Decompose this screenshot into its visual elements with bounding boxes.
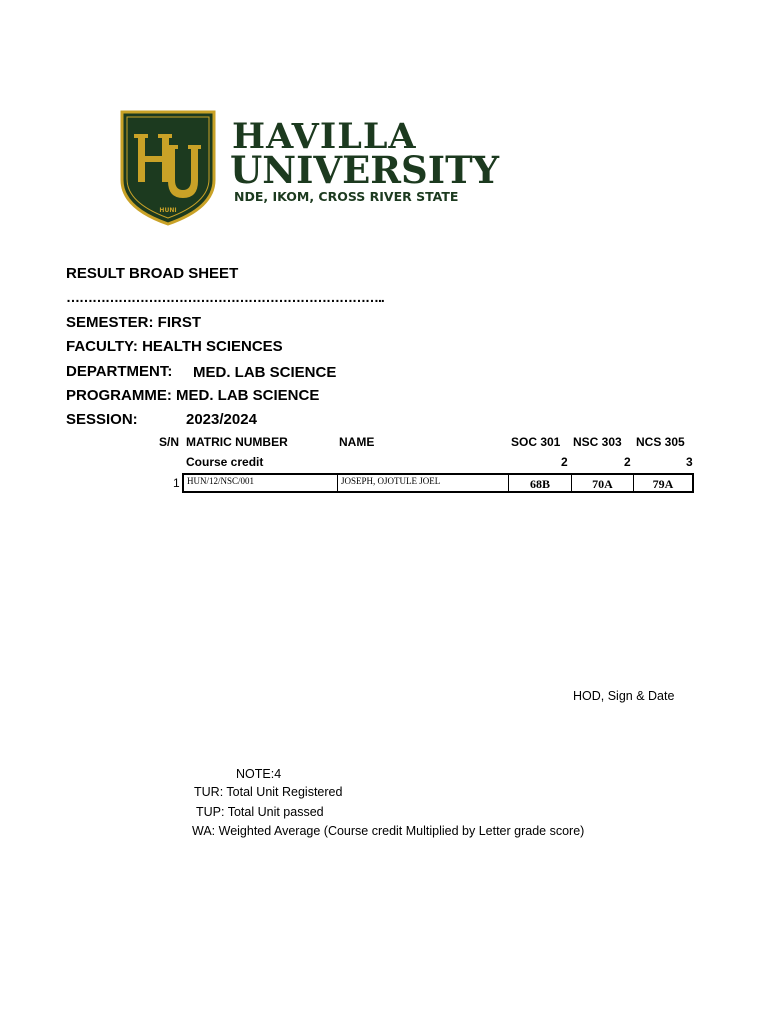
note-tur: TUR: Total Unit Registered xyxy=(194,785,343,799)
note-wa: WA: Weighted Average (Course credit Multiplied by Letter grade score) xyxy=(192,824,585,838)
cell-grade-ncs305: 79A xyxy=(652,477,674,491)
col-header-nsc303: NSC 303 xyxy=(573,435,622,449)
department-label: DEPARTMENT: xyxy=(66,363,173,380)
note-title: NOTE:4 xyxy=(236,767,282,781)
cell-grade-nsc303: 70A xyxy=(572,475,634,491)
faculty-line: FACULTY: HEALTH SCIENCES xyxy=(66,338,283,355)
table-row xyxy=(182,473,694,493)
crest-text: HUNI xyxy=(159,207,177,214)
note-tup: TUP: Total Unit passed xyxy=(196,805,324,819)
col-header-soc301: SOC 301 xyxy=(511,435,561,449)
course-credit-soc301: 2 xyxy=(561,455,568,469)
col-header-ncs305: NCS 305 xyxy=(636,435,685,449)
cell-matric: HUN/12/NSC/001 xyxy=(184,475,338,491)
course-credit-ncs305: 3 xyxy=(686,455,693,469)
col-header-sn: S/N xyxy=(159,435,180,449)
dotted-line: ……………………………………………………………….. xyxy=(66,289,384,305)
university-crest-logo xyxy=(118,108,218,228)
course-credit-label: Course credit xyxy=(186,455,264,469)
cell-grade-soc301: 68B xyxy=(509,475,572,491)
semester-line: SEMESTER: FIRST xyxy=(66,314,202,331)
cell-name: JOSEPH, OJOTULE JOEL xyxy=(338,475,509,491)
hod-sign-date: HOD, Sign & Date xyxy=(573,689,675,703)
col-header-matric: MATRIC NUMBER xyxy=(186,435,288,449)
sheet-title: RESULT BROAD SHEET xyxy=(66,265,239,282)
col-header-name: NAME xyxy=(339,435,375,449)
logo-name-line1: HAVILLA xyxy=(232,116,417,157)
row-sn: 1 xyxy=(173,476,180,490)
programme-line: PROGRAMME: MED. LAB SCIENCE xyxy=(66,387,320,404)
session-value: 2023/2024 xyxy=(186,411,257,428)
logo-name-line2: UNIVERSITY xyxy=(230,148,500,192)
session-label: SESSION: xyxy=(66,411,138,428)
logo-location: NDE, IKOM, CROSS RIVER STATE xyxy=(234,189,459,204)
department-value: MED. LAB SCIENCE xyxy=(193,364,337,381)
course-credit-nsc303: 2 xyxy=(624,455,631,469)
